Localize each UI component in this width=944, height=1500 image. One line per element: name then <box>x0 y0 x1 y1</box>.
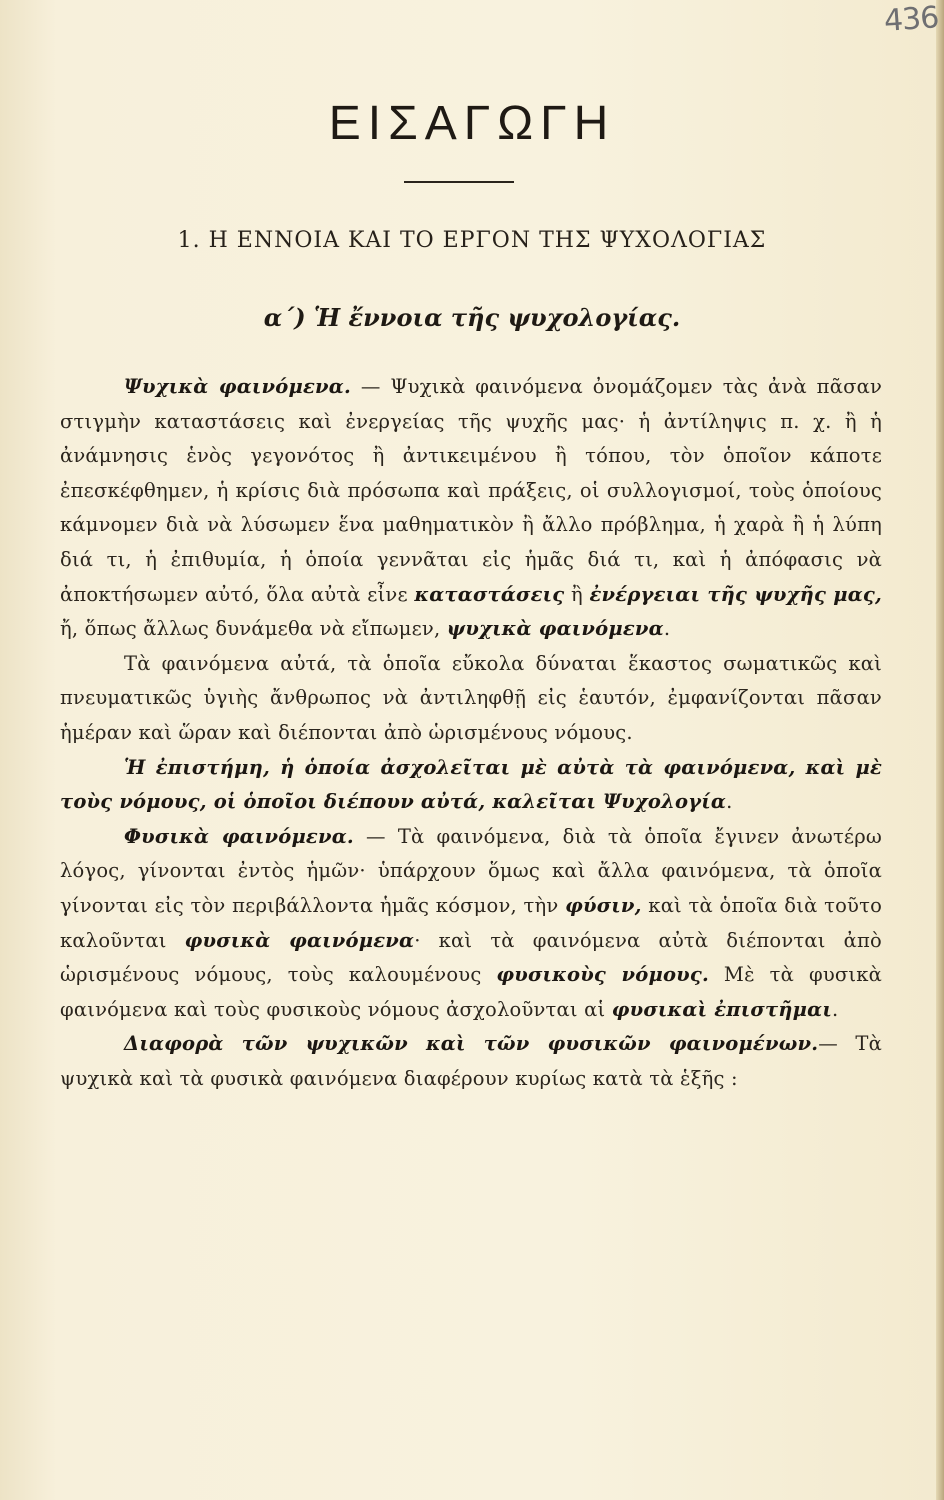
paragraph-psychic-phenomena: Ψυχικὰ φαινόμενα. — Ψυχικὰ φαινόμενα ὀνομάζομεν τὰς ἀνὰ πᾶσαν στιγμὴν καταστάσεις καὶ ἐνεργείας τῆς ψυχῆς μας· ἡ ἀντίληψις π. χ. ἢ ἡ ἀνάμνησις ἑνὸς γεγονότος ἢ ἀντικειμένου ἢ τόπου, τὸν ὁποῖον κάποτε ἐπεσκέφθημεν, ἡ κρίσις διὰ πρόσωπα καὶ πράξεις, οἱ συλλογισμοί, τοὺς ὁποίους κάμνομεν διὰ νὰ λύσωμεν ἕνα μαθηματικὸν ἢ ἄλλο πρόβλημα, ἡ χαρὰ ἢ ἡ λύπη διά τι, ἡ ἐπιθυμία, ἡ ὁποία γεννᾶται εἰς ἡμᾶς διά τι, καὶ ἡ ἀπόφασις νὰ ἀποκτήσωμεν αὐτό, ὅλα αὐτὰ εἶνε καταστάσεις ἢ ἐνέργειαι τῆς ψυχῆς μας, ἤ, ὅπως ἄλλως δυνάμεθα νὰ εἴπωμεν, ψυχικὰ φαινόμενα. <box>60 375 883 641</box>
paragraph-physical-phenomena: Φυσικὰ φαινόμενα. — Τὰ φαινόμενα, διὰ τὰ ὁποῖα ἔγινεν ἀνωτέρω λόγος, γίνονται ἐντὸς ἡμῶν· ὑπάρχουν ὅμως καὶ ἄλλα φαινόμενα, τὰ ὁποῖα γίνονται εἰς τὸν περιβάλλοντα ἡμᾶς κόσμον, τὴν φύσιν, καὶ τὰ ὁποῖα διὰ τοῦτο καλοῦνται φυσικὰ φαινόμενα· καὶ τὰ φαινόμενα αὐτὰ διέπονται ἀπὸ ὡρισμένους νόμους, τοὺς καλουμένους φυσικοὺς νόμους. Μὲ τὰ φυσικὰ φαινόμενα καὶ τοὺς φυσικοὺς νόμους ἀσχολοῦνται αἱ φυσικαὶ ἐπιστῆμαι. <box>60 824 883 1021</box>
term-physical-phenomena: Φυσικὰ φαινόμενα. <box>124 824 354 848</box>
term-difference: Διαφορὰ τῶν ψυχικῶν καὶ τῶν φυσικῶν φαινομένων. <box>124 1032 819 1056</box>
paragraph-phenomena-laws: Τὰ φαινόμενα αὐτά, τὰ ὁποῖα εὔκολα δύναται ἕκαστος σωματικῶς καὶ πνευματικῶς ὑγιὴς ἄνθρωπος νὰ ἀντιληφθῇ εἰς ἑαυτόν, ἐμφανίζονται πᾶσαν ἡμέραν καὶ ὥραν καὶ διέπονται ἀπὸ ὡρισμένους νόμους. <box>60 651 882 744</box>
term-psychic-phenomena: Ψυχικὰ φαινόμενα. <box>124 375 351 398</box>
definition-psychology: Ἡ ἐπιστήμη, ἡ ὁποία ἀσχολεῖται μὲ αὐτὰ τὰ φαινόμενα, καὶ μὲ τοὺς νόμους, οἱ ὁποῖοι διέπουν αὐτά, καλεῖται Ψυχολογία <box>60 755 882 814</box>
page-title: ΕΙΣΑΓΩΓΗ <box>328 97 616 150</box>
chapter-heading: 1. Η ΕΝΝΟΙΑ ΚΑΙ ΤΟ ΕΡΓΟΝ ΤΗΣ ΨΥΧΟΛΟΓΙΑΣ <box>177 228 767 253</box>
section-heading: α΄) Ἡ ἔννοια τῆς ψυχολογίας. <box>263 303 681 332</box>
page-edge <box>936 0 944 1500</box>
title-divider <box>404 181 514 183</box>
paragraph-difference: Διαφορὰ τῶν ψυχικῶν καὶ τῶν φυσικῶν φαινομένων.— Τὰ ψυχικὰ καὶ τὰ φυσικὰ φαινόμενα διαφέρουν κυρίως κατὰ τὰ ἑξῆς : <box>60 1032 882 1090</box>
paragraph-definition-psychology: Ἡ ἐπιστήμη, ἡ ὁποία ἀσχολεῖται μὲ αὐτὰ τὰ φαινόμενα, καὶ μὲ τοὺς νόμους, οἱ ὁποῖοι διέπουν αὐτά, καλεῖται Ψυχολογία. <box>60 755 882 814</box>
margin-note: 436 <box>882 0 940 39</box>
body-text <box>60 370 882 1096</box>
